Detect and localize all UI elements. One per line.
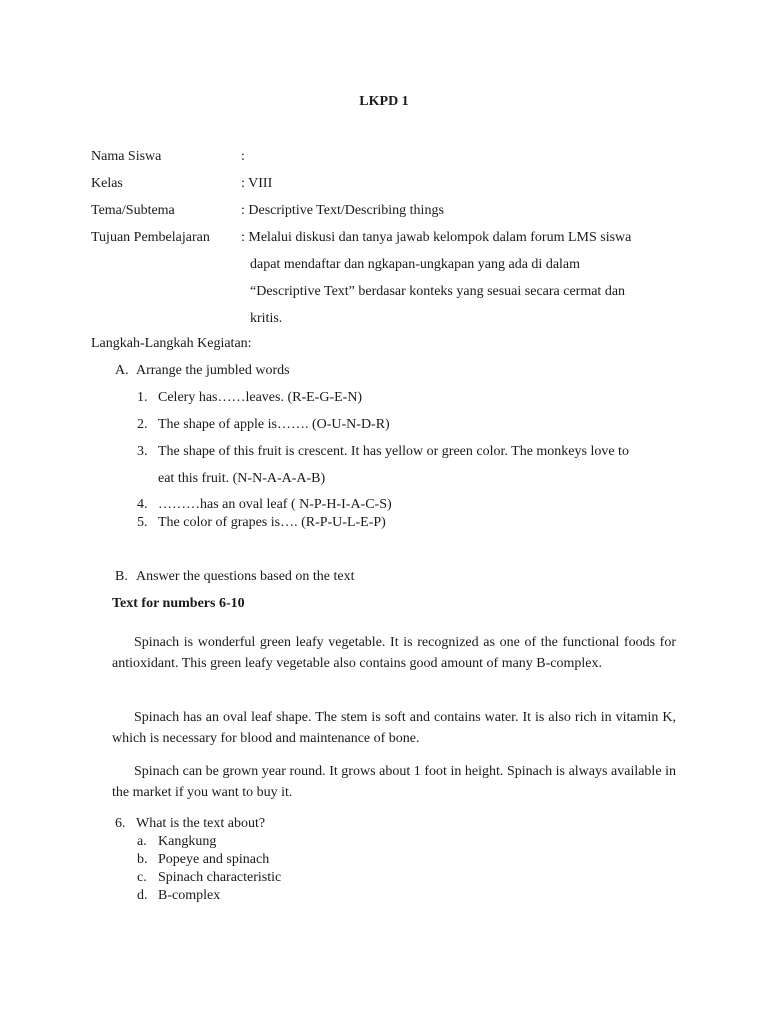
text-heading: Text for numbers 6-10 — [112, 596, 245, 611]
item-text: eat this fruit. (N-N-A-A-A-B) — [158, 471, 326, 486]
question-text: What is the text about? — [136, 816, 266, 831]
item-number: 2. — [137, 417, 148, 432]
paragraph-text: Spinach can be grown year round. It grows about 1 foot in height. Spinach is always available in the market if you want to buy it. — [112, 764, 676, 800]
section-b-marker: B. — [115, 569, 128, 584]
item-number: 5. — [137, 515, 148, 530]
nama-value: : — [241, 149, 245, 164]
question-number: 6. — [115, 816, 126, 831]
tema-label: Tema/Subtema — [91, 203, 175, 218]
tema-value: : Descriptive Text/Describing things — [241, 203, 444, 218]
tujuan-line: : Melalui diskusi dan tanya jawab kelompok dalam forum LMS siswa — [241, 230, 632, 245]
option-text: Kangkung — [158, 834, 217, 849]
kelas-value: : VIII — [241, 176, 273, 191]
item-text: The color of grapes is…. (R-P-U-L-E-P) — [158, 515, 386, 530]
item-text: ………has an oval leaf ( N-P-H-I-A-C-S) — [158, 497, 392, 512]
item-number: 3. — [137, 444, 148, 459]
tujuan-line: dapat mendaftar dan ngkapan-ungkapan yang ada di dalam — [250, 257, 581, 272]
page-title: LKPD 1 — [359, 94, 409, 109]
reading-paragraph — [112, 632, 676, 674]
section-b-heading: Answer the questions based on the text — [136, 569, 355, 584]
option-letter: a. — [137, 834, 147, 849]
option-text: Spinach characteristic — [158, 870, 282, 885]
tujuan-line: kritis. — [250, 311, 283, 326]
item-text: The shape of this fruit is crescent. It has yellow or green color. The monkeys love to — [158, 444, 629, 459]
item-text: Celery has……leaves. (R-E-G-E-N) — [158, 390, 363, 405]
option-letter: c. — [137, 870, 147, 885]
option-letter: d. — [137, 888, 148, 903]
item-number: 4. — [137, 497, 148, 512]
tujuan-line: “Descriptive Text” berdasar konteks yang sesuai secara cermat dan — [250, 284, 626, 299]
section-a-heading: Arrange the jumbled words — [136, 363, 290, 378]
steps-heading: Langkah-Langkah Kegiatan: — [91, 336, 252, 351]
option-text: Popeye and spinach — [158, 852, 270, 867]
paragraph-text: Spinach has an oval leaf shape. The stem is soft and contains water. It is also rich in vitamin K, which is necessary for blood and maintenance of bone. — [112, 710, 676, 746]
kelas-label: Kelas — [91, 176, 123, 191]
item-number: 1. — [137, 390, 148, 405]
reading-paragraph — [112, 707, 676, 749]
nama-label: Nama Siswa — [91, 149, 162, 164]
tujuan-label: Tujuan Pembelajaran — [91, 230, 210, 245]
item-text: The shape of apple is……. (O-U-N-D-R) — [158, 417, 390, 432]
option-letter: b. — [137, 852, 148, 867]
section-a-marker: A. — [115, 363, 129, 378]
paragraph-text: Spinach is wonderful green leafy vegetable. It is recognized as one of the functional foods for antioxidant. This green leafy vegetable also contains good amount of many B-complex. — [112, 635, 676, 671]
reading-paragraph — [112, 761, 676, 803]
option-text: B-complex — [158, 888, 221, 903]
